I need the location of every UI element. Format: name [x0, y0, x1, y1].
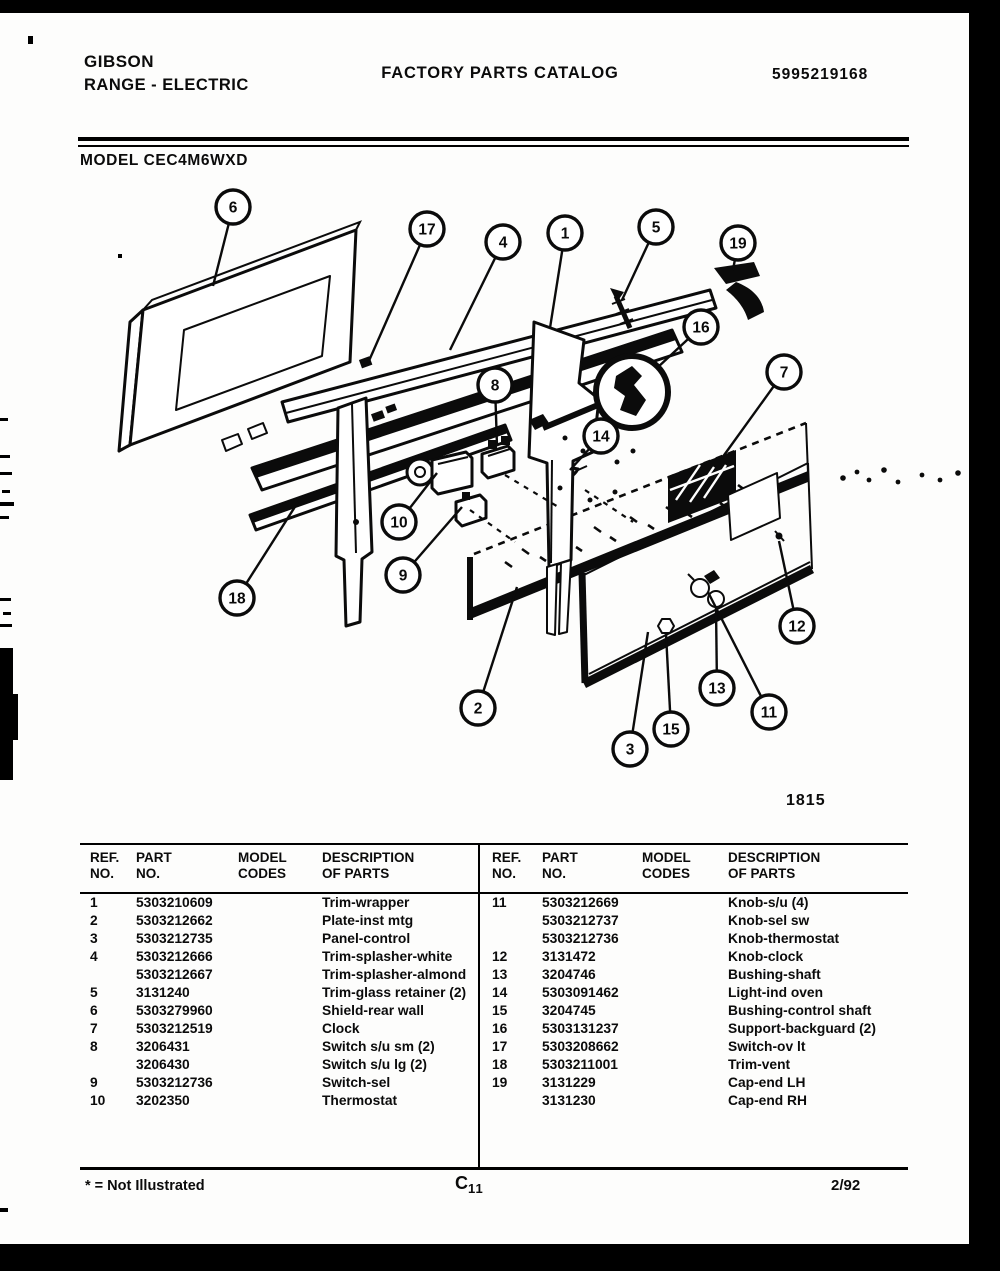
part-cell: 5303212737	[542, 913, 619, 928]
not-illustrated-note: * = Not Illustrated	[85, 1178, 205, 1194]
callout-6	[216, 190, 250, 224]
svg-text:7: 7	[779, 364, 789, 382]
desc-cell: Knob-clock	[728, 949, 804, 964]
svg-text:1: 1	[560, 225, 570, 243]
table-rows-left	[80, 894, 478, 1110]
svg-text:8: 8	[490, 377, 500, 395]
callout-7	[767, 355, 801, 389]
ref-cell: 16	[492, 1021, 508, 1036]
ref-cell: 11	[492, 895, 507, 910]
callout-1	[548, 216, 582, 250]
part-cell: 5303091462	[542, 985, 619, 1000]
svg-text:16: 16	[692, 319, 710, 337]
ref-cell: 6	[90, 1003, 98, 1018]
svg-text:9: 9	[398, 567, 408, 585]
desc-cell: Switch-sel	[322, 1075, 391, 1090]
ref-cell	[492, 912, 542, 930]
table-row	[80, 948, 478, 966]
page-code-letter: C	[455, 1173, 468, 1193]
desc-cell: Cap-end RH	[728, 1093, 807, 1108]
model-number: MODEL CEC4M6WXD	[80, 152, 249, 169]
ref-cell: 19	[492, 1075, 508, 1090]
scan-artifact	[28, 36, 33, 44]
table-row	[80, 1038, 478, 1056]
part-cell: 5303212519	[136, 1021, 213, 1036]
catalog-title: FACTORY PARTS CATALOG	[381, 64, 619, 82]
svg-text:6: 6	[228, 199, 238, 217]
part-cell: 3206431	[136, 1039, 190, 1054]
table-header	[80, 845, 478, 882]
page-code	[455, 1173, 484, 1194]
desc-cell: Bushing-shaft	[728, 967, 821, 982]
brand-name: GIBSON	[84, 52, 155, 71]
ref-no-header: REF. NO.	[492, 850, 522, 881]
part-cell: 3204745	[542, 1003, 596, 1018]
codes-cell	[642, 948, 728, 966]
desc-cell: Light-ind oven	[728, 985, 824, 1000]
table-row	[480, 1020, 908, 1038]
svg-text:5: 5	[651, 219, 661, 237]
model-codes-header: MODEL CODES	[238, 850, 287, 881]
table-row	[480, 1074, 908, 1092]
codes-cell	[642, 1020, 728, 1038]
table-row	[80, 966, 478, 984]
ref-cell: 17	[492, 1039, 508, 1054]
svg-text:19: 19	[729, 235, 747, 253]
screw-shape	[775, 531, 784, 541]
svg-text:14: 14	[592, 428, 610, 446]
svg-text:4: 4	[498, 234, 508, 252]
codes-cell	[238, 984, 322, 1002]
publication-number: 5995219168	[772, 66, 869, 83]
callout-10	[382, 505, 416, 539]
codes-cell	[642, 894, 728, 912]
callout-18	[220, 581, 254, 615]
page-code-number: 11	[468, 1181, 484, 1196]
figure-number: 1815	[786, 792, 826, 809]
ref-cell	[90, 1056, 136, 1074]
nut-shape	[658, 619, 674, 633]
ref-cell	[492, 1092, 542, 1110]
desc-cell: Trim-wrapper	[322, 895, 410, 910]
callout-16	[684, 310, 718, 344]
callout-12	[780, 609, 814, 643]
callout-11	[752, 695, 786, 729]
svg-text:15: 15	[662, 721, 680, 739]
codes-cell	[642, 1002, 728, 1020]
codes-cell	[238, 1056, 322, 1074]
svg-text:2: 2	[473, 700, 483, 718]
table-row	[480, 1038, 908, 1056]
callout-5	[639, 210, 673, 244]
table-row	[480, 1092, 908, 1110]
thermostat-shape	[407, 452, 472, 494]
table-row	[480, 966, 908, 984]
ref-cell: 1	[90, 895, 98, 910]
ref-cell: 4	[90, 949, 98, 964]
svg-text:12: 12	[788, 618, 806, 636]
desc-cell: Cap-end LH	[728, 1075, 806, 1090]
scan-border-top	[0, 0, 1000, 13]
part-cell: 5303279960	[136, 1003, 213, 1018]
part-cell: 5303210609	[136, 895, 213, 910]
callout-14	[584, 419, 618, 453]
codes-cell	[642, 912, 728, 930]
callout-13	[700, 671, 734, 705]
callout-8	[478, 368, 512, 402]
ref-cell: 12	[492, 949, 508, 964]
part-cell: 5303211001	[542, 1057, 618, 1072]
part-cell: 3204746	[542, 967, 596, 982]
knob-bushing-cluster-shape	[688, 570, 724, 607]
desc-cell: Knob-sel sw	[728, 913, 810, 928]
table-row	[80, 1074, 478, 1092]
codes-cell	[642, 966, 728, 984]
codes-cell	[238, 930, 322, 948]
svg-text:18: 18	[228, 590, 246, 608]
part-cell: 5303131237	[542, 1021, 619, 1036]
part-cell: 5303212669	[542, 895, 619, 910]
ref-cell: 2	[90, 913, 98, 928]
part-cell: 5303208662	[542, 1039, 619, 1054]
callout-leader-17	[368, 229, 427, 363]
codes-cell	[238, 966, 322, 984]
table-rows-right	[480, 894, 908, 1110]
table-row	[80, 1020, 478, 1038]
desc-cell: Knob-s/u (4)	[728, 895, 809, 910]
ref-cell: 14	[492, 985, 508, 1000]
codes-cell	[238, 948, 322, 966]
desc-cell: Trim-vent	[728, 1057, 791, 1072]
part-cell: 3131472	[542, 949, 596, 964]
table-row	[80, 984, 478, 1002]
svg-text:3: 3	[625, 741, 635, 759]
part-cell: 5303212662	[136, 913, 213, 928]
codes-cell	[238, 912, 322, 930]
callout-2	[461, 691, 495, 725]
parts-table	[80, 843, 908, 1170]
desc-cell: Shield-rear wall	[322, 1003, 424, 1018]
table-row	[480, 1002, 908, 1020]
model-codes-header: MODEL CODES	[642, 850, 691, 881]
table-row	[80, 930, 478, 948]
part-cell: 3206430	[136, 1057, 190, 1072]
desc-cell: Panel-control	[322, 931, 411, 946]
callout-9	[386, 558, 420, 592]
part-cell: 5303212736	[542, 931, 619, 946]
callout-15	[654, 712, 688, 746]
svg-text:10: 10	[390, 514, 408, 532]
codes-cell	[238, 1092, 322, 1110]
table-row	[480, 984, 908, 1002]
codes-cell	[238, 894, 322, 912]
codes-cell	[238, 1038, 322, 1056]
part-cell: 5303212666	[136, 949, 213, 964]
date-code: 2/92	[831, 1177, 861, 1194]
shield-rear-wall-shape	[119, 222, 360, 451]
ref-cell: 10	[90, 1093, 106, 1108]
header-rule	[78, 137, 909, 147]
svg-text:17: 17	[418, 221, 436, 239]
part-cell: 3131229	[542, 1075, 596, 1090]
codes-cell	[642, 1056, 728, 1074]
codes-cell	[642, 984, 728, 1002]
ref-cell: 3	[90, 931, 98, 946]
desc-cell: Clock	[322, 1021, 360, 1036]
ref-no-header: REF. NO.	[90, 850, 120, 881]
description-header: DESCRIPTION OF PARTS	[322, 850, 415, 881]
part-cell: 5303212735	[136, 931, 213, 946]
part-cell: 3131240	[136, 985, 190, 1000]
table-header	[480, 845, 908, 882]
table-row	[80, 1056, 478, 1074]
end-cap-shape	[714, 262, 764, 320]
codes-cell	[238, 1020, 322, 1038]
desc-cell: Switch s/u lg (2)	[322, 1057, 428, 1072]
desc-cell: Trim-splasher-white	[322, 949, 453, 964]
scan-border-bottom	[0, 1244, 1000, 1271]
scan-artifact	[0, 1208, 8, 1212]
exploded-parts-diagram	[0, 170, 1000, 830]
parts-table-right	[478, 845, 908, 1167]
parts-table-left	[80, 845, 478, 1167]
table-row	[480, 912, 908, 930]
codes-cell	[642, 1074, 728, 1092]
codes-cell	[642, 930, 728, 948]
table-row	[80, 894, 478, 912]
table-row	[80, 912, 478, 930]
ref-cell: 9	[90, 1075, 98, 1090]
table-row	[80, 1092, 478, 1110]
desc-cell: Trim-glass retainer (2)	[322, 985, 467, 1000]
callout-4	[486, 225, 520, 259]
desc-cell: Bushing-control shaft	[728, 1003, 872, 1018]
part-cell: 3131230	[542, 1093, 596, 1108]
part-no-header: PART NO.	[542, 850, 578, 881]
ref-cell: 18	[492, 1057, 508, 1072]
ref-cell	[492, 930, 542, 948]
desc-cell: Switch s/u sm (2)	[322, 1039, 435, 1054]
ref-cell: 7	[90, 1021, 98, 1036]
svg-text:11: 11	[760, 704, 778, 722]
ref-cell: 5	[90, 985, 98, 1000]
callout-17	[410, 212, 444, 246]
appliance-type: RANGE - ELECTRIC	[84, 76, 249, 94]
part-cell: 5303212736	[136, 1075, 213, 1090]
ref-cell: 13	[492, 967, 508, 982]
table-row	[480, 948, 908, 966]
part-cell: 5303212667	[136, 967, 213, 982]
part-no-header: PART NO.	[136, 850, 172, 881]
codes-cell	[238, 1074, 322, 1092]
desc-cell: Switch-ov lt	[728, 1039, 806, 1054]
table-row	[80, 1002, 478, 1020]
desc-cell: Plate-inst mtg	[322, 913, 414, 928]
desc-cell: Trim-splasher-almond	[322, 967, 467, 982]
svg-text:13: 13	[708, 680, 726, 698]
part-cell: 3202350	[136, 1093, 190, 1108]
desc-cell: Support-backguard (2)	[728, 1021, 876, 1036]
ref-cell: 8	[90, 1039, 98, 1054]
left-support-post-shape	[336, 398, 372, 626]
callout-3	[613, 732, 647, 766]
desc-cell: Knob-thermostat	[728, 931, 840, 946]
description-header: DESCRIPTION OF PARTS	[728, 850, 821, 881]
ref-cell	[90, 966, 136, 984]
table-row	[480, 930, 908, 948]
desc-cell: Thermostat	[322, 1093, 398, 1108]
table-row	[480, 1056, 908, 1074]
codes-cell	[238, 1002, 322, 1020]
codes-cell	[642, 1038, 728, 1056]
ref-cell: 15	[492, 1003, 508, 1018]
callout-19	[721, 226, 755, 260]
codes-cell	[642, 1092, 728, 1110]
table-row	[480, 894, 908, 912]
